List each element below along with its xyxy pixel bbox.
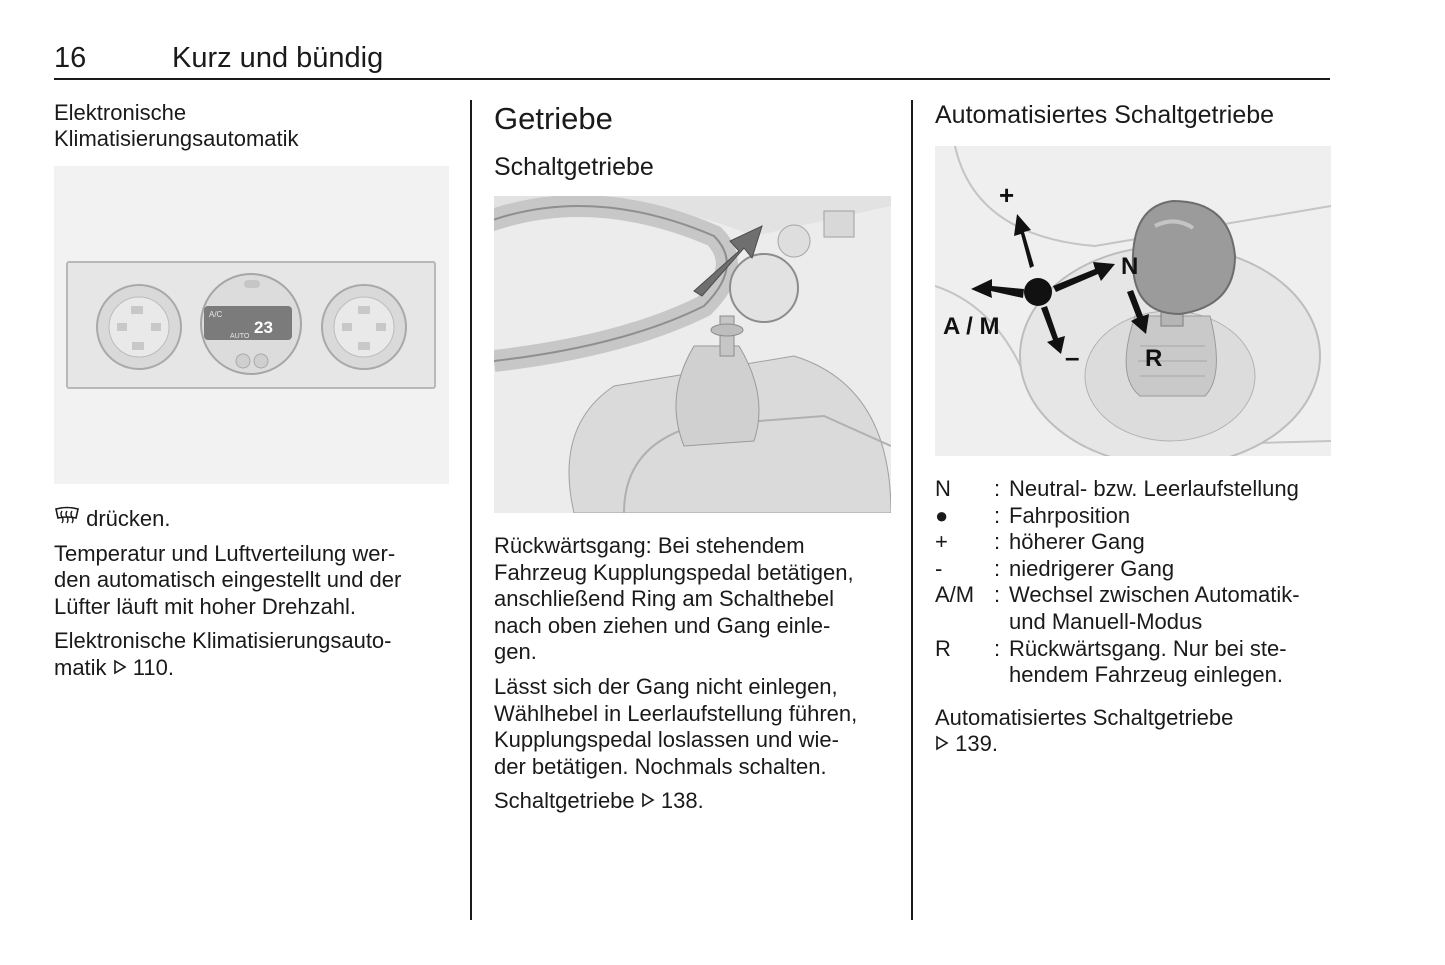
legend-key: A/M: [935, 582, 975, 608]
neutral-label: N: [1121, 253, 1139, 280]
subheading-schaltgetriebe: Schaltgetriebe: [494, 153, 654, 181]
display-auto-label: AUTO: [230, 333, 250, 340]
text-line: der betätigen. Nochmals schalten.: [494, 753, 827, 779]
gear-engage-paragraph: [494, 674, 891, 780]
manual-transmission-reference: [494, 788, 891, 815]
column-climate: [54, 100, 449, 690]
climate-reference: [54, 628, 449, 681]
display-ac-label: A/C: [209, 310, 223, 319]
reverse-label: R: [1145, 345, 1163, 372]
legend-key: +: [935, 529, 948, 555]
page-reference-arrow-icon: [113, 659, 127, 675]
reverse-gear-paragraph: [494, 533, 891, 666]
legend-separator: :: [993, 555, 1001, 581]
legend-separator: :: [993, 476, 1001, 501]
legend-row: [935, 529, 1331, 556]
reference-page: 110.: [126, 654, 174, 680]
section-heading-climate: [54, 100, 449, 152]
climate-control-figure: [54, 166, 449, 484]
legend-description: [1009, 636, 1331, 689]
reference-page: 139.: [949, 731, 998, 757]
page-number: 16: [54, 42, 87, 74]
page-reference-arrow-icon: [641, 792, 655, 808]
legend-key: N: [935, 476, 951, 501]
legend-row: [935, 476, 1331, 503]
text-line: Wechsel zwischen Automatik-: [1009, 582, 1300, 608]
section-heading-getriebe: Getriebe: [494, 101, 613, 136]
rear-window-defrost-icon: [54, 506, 80, 526]
defrost-text: drücken.: [80, 506, 171, 531]
text-line: gen.: [494, 639, 537, 665]
text-line: hendem Fahrzeug einlegen.: [1009, 662, 1283, 688]
legend-row: [935, 636, 1331, 689]
text-line: Kupplungspedal loslassen und wie-: [494, 727, 839, 753]
reference-page: 138.: [654, 788, 704, 814]
text-line: Lässt sich der Gang nicht einlegen,: [494, 673, 838, 699]
page-reference-arrow-icon: [935, 735, 949, 751]
am-label: A / M: [943, 313, 1000, 340]
text-line: Wählhebel in Leerlaufstellung führen,: [494, 700, 858, 726]
legend-key: ●: [935, 502, 949, 528]
text-line: Elektronische Klimatisierungsauto-: [54, 628, 392, 654]
text-line: Rückwärtsgang. Nur bei ste-: [1009, 635, 1287, 661]
defrost-instruction: [54, 506, 449, 533]
climate-display: [201, 274, 301, 374]
climate-paragraph: [54, 541, 449, 621]
heading-line: Elektronische: [54, 100, 187, 125]
column-automated-transmission: [935, 100, 1331, 766]
text-line: den automatisch eingestellt und der: [54, 567, 402, 593]
legend-row: [935, 503, 1331, 530]
column-divider: [470, 100, 472, 920]
automated-transmission-reference: [935, 705, 1331, 758]
text-line: und Manuell-Modus: [1009, 608, 1203, 634]
legend-description: niedrigerer Gang: [1009, 555, 1175, 581]
automated-gearshift-figure: [935, 146, 1331, 456]
reference-label: Schaltgetriebe: [494, 788, 635, 814]
legend-row: [935, 556, 1331, 583]
minus-label: –: [1065, 342, 1080, 372]
legend-row: [935, 582, 1331, 635]
legend-separator: :: [993, 502, 1001, 528]
gear-legend: [935, 476, 1331, 689]
right-rotary-knob: [322, 285, 406, 369]
display-temperature: 23: [254, 318, 273, 337]
text-line: Lüfter läuft mit hoher Drehzahl.: [54, 593, 357, 619]
legend-key: -: [935, 555, 943, 581]
legend-description: Fahrposition: [1009, 502, 1131, 528]
column-divider: [911, 100, 913, 920]
left-rotary-knob: [97, 285, 181, 369]
page-title: Kurz und bündig: [172, 42, 384, 74]
legend-description: Neutral- bzw. Leerlaufstellung: [1009, 476, 1299, 501]
manual-gearshift-illustration: [494, 196, 891, 513]
manual-gearshift-figure: [494, 196, 891, 513]
climate-control-illustration: [54, 166, 449, 484]
legend-description: [1009, 582, 1331, 635]
column-transmission: [494, 100, 891, 823]
section-heading-automatisiertes: Automatisiertes Schaltgetriebe: [935, 101, 1275, 129]
page-header: [54, 40, 1330, 80]
plus-label: +: [999, 180, 1015, 210]
automated-gearshift-illustration: [935, 146, 1331, 456]
text-line: anschließend Ring am Schalthebel: [494, 586, 834, 612]
legend-description: höherer Gang: [1009, 529, 1145, 555]
text-line: Temperatur und Luftverteilung wer-: [54, 540, 396, 566]
legend-separator: :: [993, 529, 1001, 555]
reference-label: Automatisiertes Schaltgetriebe: [935, 704, 1234, 730]
text-line: nach oben ziehen und Gang einle-: [494, 612, 831, 638]
legend-separator: :: [993, 582, 1001, 608]
text-line: Fahrzeug Kupplungspedal betätigen,: [494, 559, 854, 585]
text-line: matik: [54, 654, 107, 680]
heading-line: Klimatisierungsautomatik: [54, 126, 299, 151]
text-line: Rückwärtsgang: Bei stehendem: [494, 533, 805, 558]
legend-separator: :: [993, 635, 1001, 661]
legend-key: R: [935, 635, 951, 661]
